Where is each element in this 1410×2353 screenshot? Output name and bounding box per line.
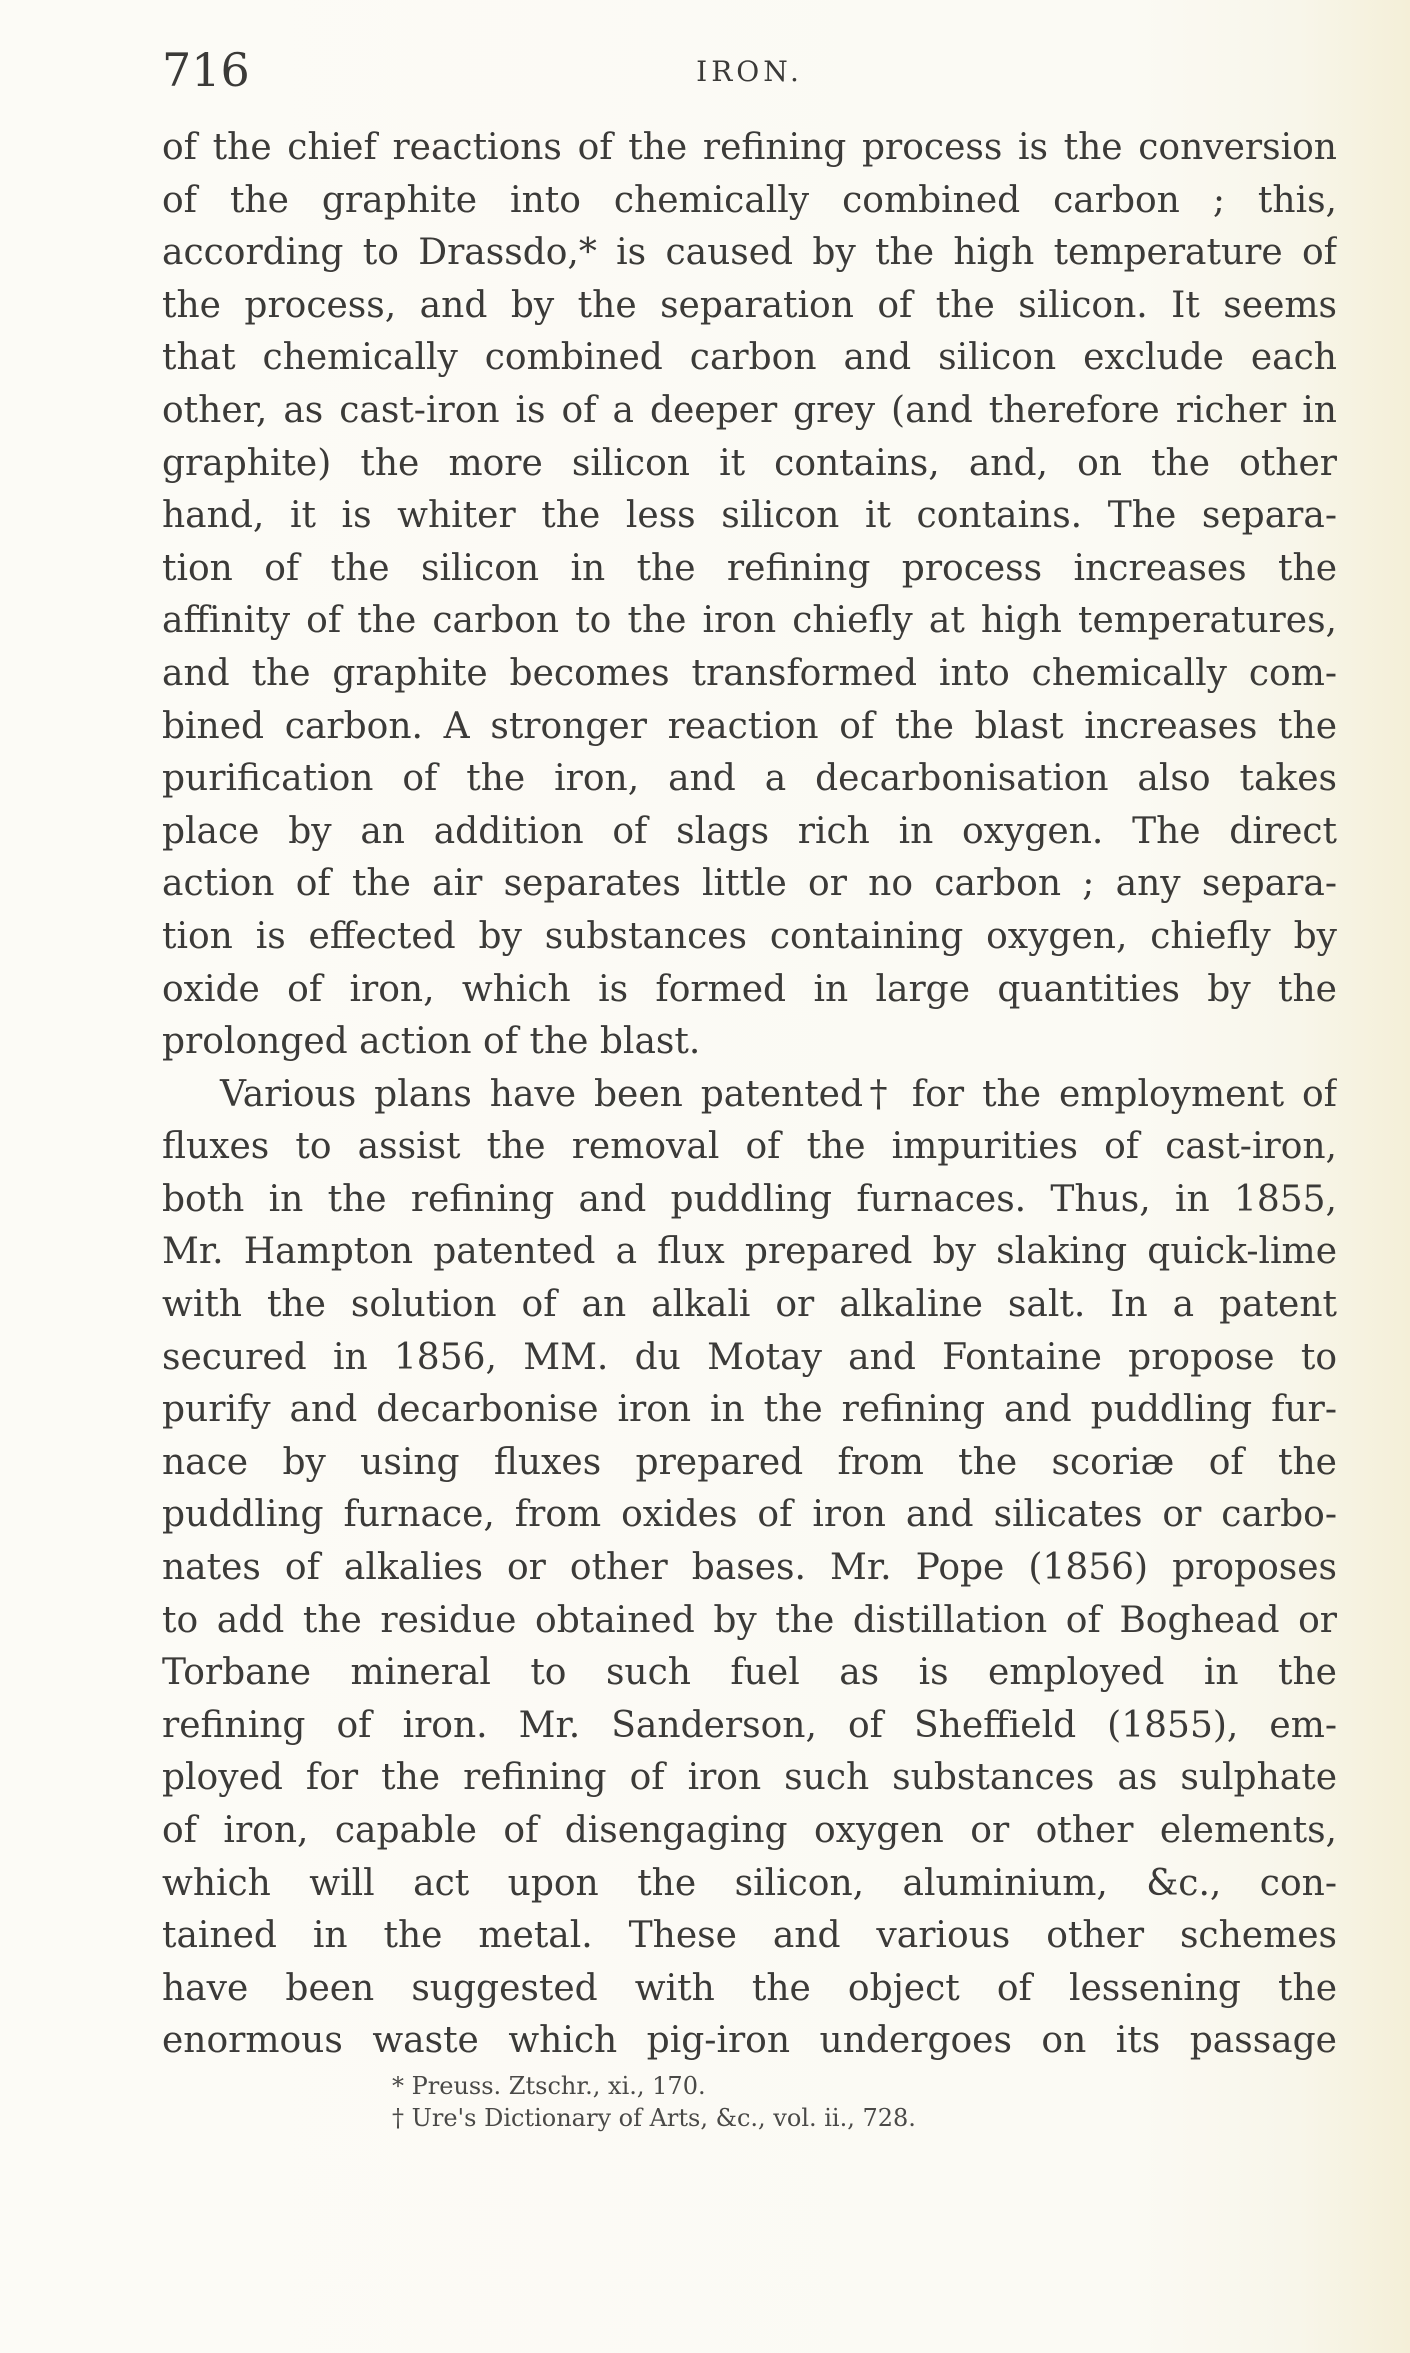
text-line: affinity of the carbon to the iron chiefly at high temperatures, <box>162 600 1337 642</box>
text-line: nates of alkalies or other bases. Mr. Pope (1856) proposes <box>162 1547 1337 1589</box>
text-line: graphite) the more silicon it contains, and, on the other <box>162 442 1337 484</box>
text-line: Torbane mineral to such fuel as is employed in the <box>162 1652 1337 1694</box>
text-line: nace by using fluxes prepared from the scoriæ of the <box>162 1441 1337 1483</box>
body-text <box>162 122 1337 2068</box>
footnote: * Preuss. Ztschr., xi., 170. <box>392 2072 706 2100</box>
text-line: refining of iron. Mr. Sanderson, of Sheffield (1855), em- <box>162 1704 1337 1746</box>
text-line: hand, it is whiter the less silicon it contains. The separa- <box>162 495 1337 537</box>
text-line: bined carbon. A stronger reaction of the blast increases the <box>162 705 1337 747</box>
text-line: to add the residue obtained by the distillation of Boghead or <box>162 1599 1337 1641</box>
text-line: ployed for the refining of iron such substances as sulphate <box>162 1757 1337 1799</box>
text-line: secured in 1856, MM. du Motay and Fontaine propose to <box>162 1336 1337 1378</box>
text-line: according to Drassdo,* is caused by the high temperature of <box>162 232 1337 274</box>
text-line: enormous waste which pig-iron undergoes on its passage <box>162 2020 1337 2062</box>
footnotes <box>392 2070 1292 2134</box>
text-line: prolonged action of the blast. <box>162 1021 701 1063</box>
text-line: tion is effected by substances containing oxygen, chiefly by <box>162 915 1337 957</box>
text-line: purify and decarbonise iron in the refining and puddling fur- <box>162 1389 1337 1431</box>
text-line: oxide of iron, which is formed in large quantities by the <box>162 968 1337 1010</box>
text-line: with the solution of an alkali or alkaline salt. In a patent <box>162 1284 1337 1326</box>
text-line: tained in the metal. These and various other schemes <box>162 1915 1337 1957</box>
paragraph <box>162 1069 1337 2068</box>
text-line: other, as cast-iron is of a deeper grey (and therefore richer in <box>162 389 1337 431</box>
page-number: 716 <box>162 43 250 97</box>
text-line: action of the air separates little or no carbon ; any separa- <box>162 863 1337 905</box>
text-line: and the graphite becomes transformed into chemically com- <box>162 652 1337 694</box>
paragraph <box>162 122 1337 1069</box>
text-line: fluxes to assist the removal of the impurities of cast-iron, <box>162 1126 1337 1168</box>
text-line: that chemically combined carbon and silicon exclude each <box>162 337 1337 379</box>
text-line: tion of the silicon in the refining process increases the <box>162 547 1337 589</box>
text-line: which will act upon the silicon, aluminium, &c., con- <box>162 1862 1337 1904</box>
page-header <box>162 42 1337 102</box>
text-line: place by an addition of slags rich in oxygen. The direct <box>162 810 1337 852</box>
text-line: purification of the iron, and a decarbonisation also takes <box>162 758 1337 800</box>
text-line: have been suggested with the object of lessening the <box>162 1967 1337 2009</box>
text-line: Various plans have been patented† for the employment of <box>220 1073 1337 1115</box>
footnote: † Ure's Dictionary of Arts, &c., vol. ii., 728. <box>392 2104 916 2132</box>
text-line: Mr. Hampton patented a flux prepared by slaking quick-lime <box>162 1231 1337 1273</box>
text-line: both in the refining and puddling furnaces. Thus, in 1855, <box>162 1178 1337 1220</box>
running-head: IRON. <box>696 55 803 88</box>
text-line: of the graphite into chemically combined carbon ; this, <box>162 179 1337 221</box>
text-line: of the chief reactions of the refining process is the conversion <box>162 127 1337 168</box>
text-line: the process, and by the separation of the silicon. It seems <box>162 284 1337 326</box>
text-line: of iron, capable of disengaging oxygen or other elements, <box>162 1810 1337 1851</box>
text-line: puddling furnace, from oxides of iron and silicates or carbo- <box>162 1494 1337 1536</box>
